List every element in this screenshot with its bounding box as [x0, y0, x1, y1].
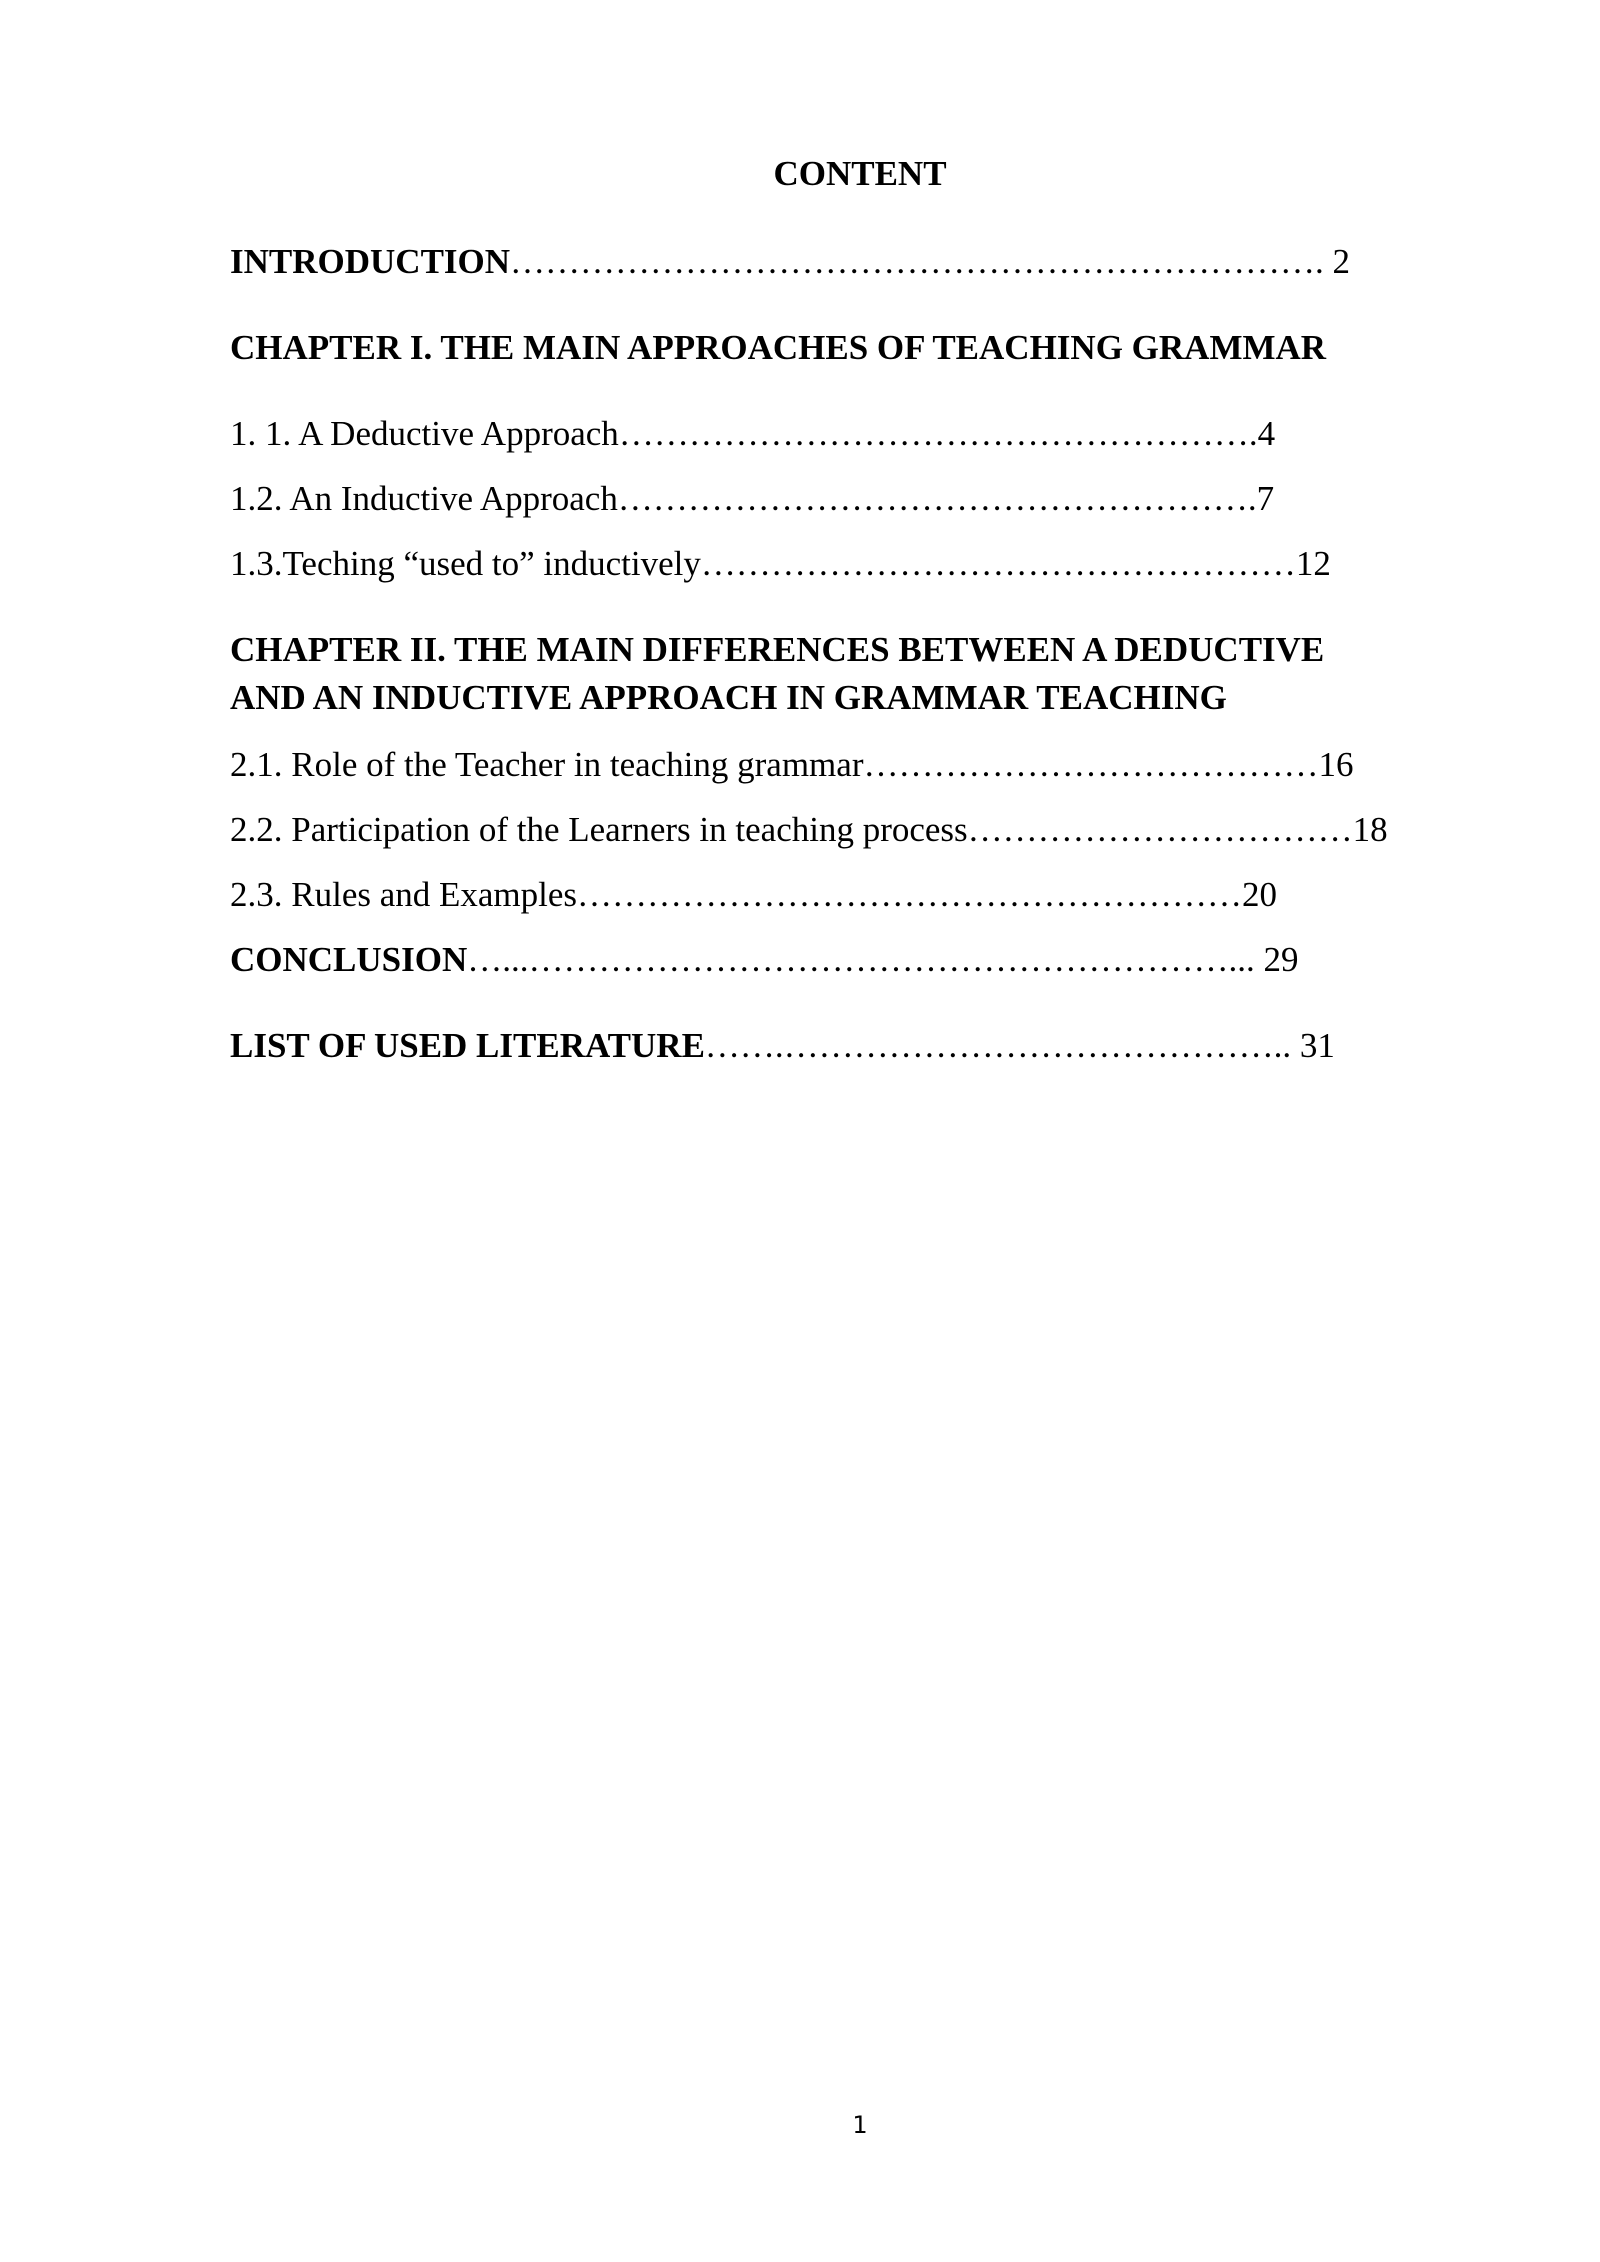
toc-entry-2-2 [230, 808, 1388, 852]
toc-entry-label: CONCLUSION [230, 940, 468, 979]
toc-leader: …...……………………………………………………... [467, 940, 1255, 979]
toc-leader: ………………………………………………. [618, 414, 1258, 453]
toc-entry-introduction [230, 240, 1350, 284]
toc-entry-2-1 [230, 743, 1353, 787]
toc-page-number: 2 [1323, 242, 1351, 281]
toc-leader: …….…………………………………….. [704, 1026, 1292, 1065]
toc-entry-1-2 [230, 477, 1274, 521]
toc-chapter-heading-continued: AND AN INDUCTIVE APPROACH IN GRAMMAR TEACHING [230, 678, 1227, 717]
toc-leader: ………………………………… [863, 745, 1319, 784]
toc-entry-1-1 [230, 412, 1275, 456]
toc-page-number: 20 [1242, 875, 1278, 914]
toc-entry-literature [230, 1024, 1335, 1068]
toc-page-number: 12 [1295, 544, 1331, 583]
toc-page-number: 7 [1256, 479, 1275, 518]
toc-entry-conclusion [230, 938, 1299, 982]
toc-leader: ………………………………………………… [577, 875, 1243, 914]
toc-leader: ……………………………………………………………. [510, 242, 1324, 281]
toc-entry-label: 2.2. Participation of the Learners in teaching process [230, 810, 968, 849]
toc-entry-label: 1.2. An Inductive Approach [230, 479, 618, 518]
page-number: 1 [852, 2111, 868, 2139]
toc-entry-label: LIST OF USED LITERATURE [230, 1026, 705, 1065]
toc-entry-label: INTRODUCTION [230, 242, 511, 281]
toc-page-number: 18 [1352, 810, 1388, 849]
toc-entry-2-3 [230, 873, 1277, 917]
toc-page-number: 29 [1254, 940, 1299, 979]
toc-leader: …………………………………………… [700, 544, 1296, 583]
toc-page-number: 4 [1257, 414, 1276, 453]
toc-entry-label: 2.3. Rules and Examples [230, 875, 578, 914]
toc-chapter-heading: CHAPTER I. THE MAIN APPROACHES OF TEACHING GRAMMAR [230, 328, 1327, 367]
toc-page-number: 16 [1318, 745, 1354, 784]
toc-leader: …………………………… [967, 810, 1353, 849]
toc-leader: ………………………………………………. [617, 479, 1257, 518]
toc-chapter-heading: CHAPTER II. THE MAIN DIFFERENCES BETWEEN A DEDUCTIVE [230, 630, 1325, 669]
toc-page-number: 31 [1291, 1026, 1335, 1065]
document-title: CONTENT [773, 154, 947, 193]
toc-entry-label: 2.1. Role of the Teacher in teaching grammar [230, 745, 864, 784]
toc-entry-label: 1. 1. A Deductive Approach [230, 414, 619, 453]
toc-entry-1-3 [230, 542, 1331, 586]
toc-entry-label: 1.3.Teching “used to” inductively [230, 544, 701, 583]
